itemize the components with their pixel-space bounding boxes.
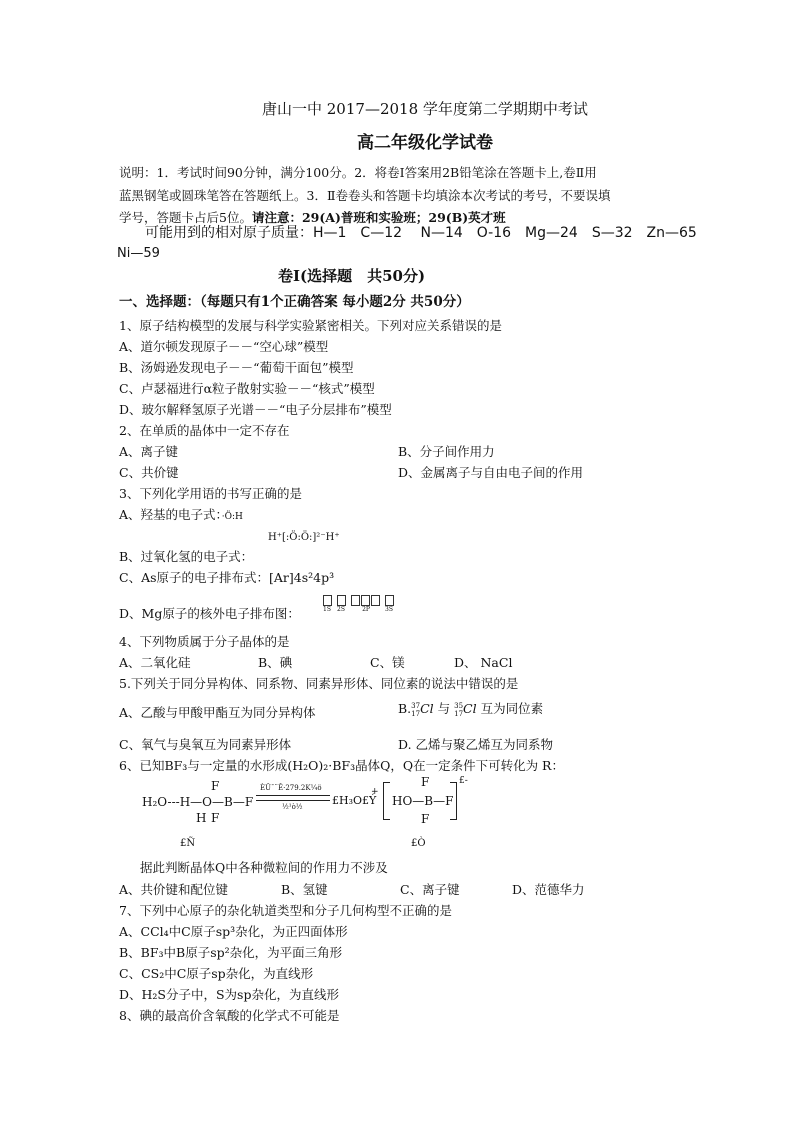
question-6-option-a: A、共价键和配位键	[119, 882, 229, 897]
question-5-option-b-suffix: 互为同位素	[476, 701, 544, 716]
orbital-3s	[385, 595, 395, 613]
question-1-option-c: C、卢瑟福进行α粒子散射实验－－“核式”模型	[119, 381, 375, 396]
label-q: £Ñ	[180, 838, 196, 849]
question-2-option-b: B、分子间作用力	[398, 444, 495, 459]
right-structure-f-top: F	[421, 775, 430, 789]
orbital-label-2s: 2S	[337, 606, 345, 613]
question-6-follow: 据此判断晶体Q中各种微粒间的作用力不涉及	[140, 860, 388, 875]
question-3-option-a	[119, 505, 243, 523]
hydroxyl-electron-formula: ·Ö:H	[221, 512, 243, 522]
question-7-option-a: A、CCl₄中C原子sp³杂化，为正四面体形	[119, 924, 348, 939]
question-3-option-c: C、As原子的电子排布式：[Ar]4s²4p³	[119, 570, 335, 585]
question-1-option-b: B、汤姆逊发现电子－－“葡萄干面包”模型	[119, 360, 354, 375]
volume-heading: 卷Ⅰ(选择题 共50分)	[278, 267, 426, 285]
question-7-option-c: C、CS₂中C原子sp杂化，为直线形	[119, 966, 314, 981]
orbital-2p	[351, 595, 381, 613]
label-r: £Ò	[411, 838, 426, 849]
question-1-option-a: A、道尔顿发现原子－－“空心球”模型	[119, 339, 329, 354]
question-6-stem: 6、已知BF₃与一定量的水形成(H₂O)₂·BF₃晶体Q，Q在一定条件下可转化为 R：	[119, 758, 564, 773]
reverse-arrow	[256, 800, 330, 801]
question-7-option-d: D、H₂S分子中，S为sp杂化，为直线形	[119, 987, 339, 1002]
question-1-stem: 1、原子结构模型的发展与科学实验紧密相关。下列对应关系错误的是	[119, 318, 502, 333]
isotope-2-symbol: Cl	[463, 701, 477, 716]
question-2-option-a: A、离子键	[119, 444, 179, 459]
question-4-option-b: B、碘	[258, 655, 293, 670]
right-charge: £-	[459, 776, 468, 786]
orbital-diagram	[323, 595, 395, 613]
right-structure: HO—B—F	[392, 794, 454, 808]
question-2-option-c: C、共价键	[119, 465, 179, 480]
instruction-line-1: 说明：1．考试时间90分钟，满分100分。2．将卷Ⅰ答案用2B铅笔涂在答题卡上,卷Ⅱ用	[119, 165, 597, 180]
isotope-1-mass: 37	[411, 701, 421, 710]
question-6-option-b: B、氢键	[281, 882, 328, 897]
orbital-1s	[323, 595, 333, 613]
isotope-1-symbol: Cl	[420, 701, 434, 716]
question-1-option-d: D、玻尔解释氢原子光谱－－“电子分层排布”模型	[119, 402, 392, 417]
orbital-label-2p: 2P	[362, 606, 370, 613]
instruction-notice: 请注意：29(A)普班和实验班；29(B)英才班	[251, 210, 506, 225]
left-structure-f-top: F	[211, 779, 220, 793]
plus-charge: +	[371, 787, 379, 797]
question-3-option-b: B、过氧化氢的电子式：	[119, 549, 254, 564]
isotope-connector: 与	[433, 701, 455, 716]
right-bracket	[450, 782, 457, 820]
atomic-mass-line: 可能用到的相对原子质量：H—1 C—12 N—14 O-16 Mg—24 S—32 Zn—65	[145, 225, 697, 241]
question-2-stem: 2、在单质的晶体中一定不存在	[119, 423, 290, 438]
section-heading: 一、选择题：（每题只有1个正确答案 每小题2分 共50分）	[119, 294, 470, 310]
question-7-stem: 7、下列中心原子的杂化轨道类型和分子几何构型不正确的是	[119, 903, 452, 918]
isotope-1-numbers	[411, 702, 420, 718]
school-title: 唐山一中 2017—2018 学年度第二学期期中考试	[262, 100, 588, 118]
orbital-label-3s: 3S	[385, 606, 393, 613]
question-4-option-a: A、二氧化硅	[119, 655, 191, 670]
question-8-stem: 8、碘的最高价含氧酸的化学式不可能是	[119, 1008, 340, 1023]
question-5-stem: 5.下列关于同分异构体、同系物、同素异形体、同位素的说法中错误的是	[119, 676, 519, 691]
forward-arrow	[256, 795, 330, 796]
question-3-option-a-text: A、羟基的电子式：	[119, 507, 222, 522]
isotope-2-z: 17	[454, 709, 464, 718]
isotope-1-z: 17	[411, 709, 421, 718]
question-6-option-d: D、范德华力	[512, 882, 585, 897]
peroxide-electron-formula: H⁺[:Ö:Ö:]²⁻H⁺	[268, 532, 340, 543]
question-3-stem: 3、下列化学用语的书写正确的是	[119, 486, 302, 501]
question-5-option-b	[398, 699, 543, 718]
isotope-2-numbers	[454, 702, 463, 718]
orbital-2s	[337, 595, 347, 613]
question-6-option-c: C、离子键	[400, 882, 460, 897]
isotope-2-mass: 35	[454, 701, 464, 710]
question-7-option-b: B、BF₃中B原子sp²杂化，为平面三角形	[119, 945, 343, 960]
question-5-option-b-prefix: B.	[398, 701, 412, 716]
arrow-bottom-label: ½¹ò½	[282, 803, 303, 811]
left-structure: H₂O---H—O—B—F	[142, 795, 254, 809]
right-structure-f-bottom: F	[421, 812, 430, 826]
arrow-top-label: ÈÛ¯¨Ê·279.2K¼ö	[260, 784, 322, 792]
question-5-option-d: D. 乙烯与聚乙烯互为同系物	[398, 737, 554, 752]
question-5-option-a: A、乙酸与甲酸甲酯互为同分异构体	[119, 705, 316, 720]
paper-title: 高二年级化学试卷	[357, 133, 493, 153]
left-structure-f-bottom: F	[211, 811, 220, 825]
instruction-line-2: 蓝黑钢笔或圆珠笔答在答题纸上。3．Ⅱ卷卷头和答题卡均填涂本次考试的考号，不要误填	[119, 188, 611, 203]
question-2-option-d: D、金属离子与自由电子间的作用	[398, 465, 584, 480]
question-4-stem: 4、下列物质属于分子晶体的是	[119, 634, 290, 649]
left-bracket	[383, 782, 390, 820]
orbital-label-1s: 1S	[323, 606, 331, 613]
question-4-option-c: C、镁	[370, 655, 405, 670]
atomic-mass-line-2: Ni—59	[117, 246, 160, 261]
middle-ion: £H₃O£Ý	[332, 794, 377, 807]
question-5-option-c: C、氧气与臭氧互为同素异形体	[119, 737, 292, 752]
question-3-option-d: D、Mg原子的核外电子排布图：	[119, 606, 300, 621]
question-4-option-d: D、 NaCl	[454, 655, 513, 670]
instruction-line-3-text: 学号，答题卡占后5位。	[119, 210, 252, 225]
left-structure-h: H	[196, 811, 207, 825]
